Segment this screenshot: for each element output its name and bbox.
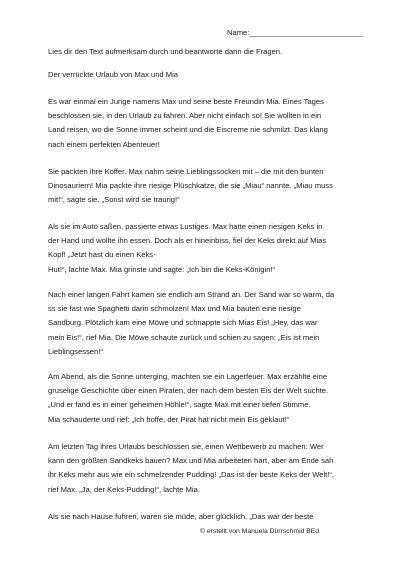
instructions-text: Lies dir den Text aufmerksam durch und beantworte dann die Fragen. [48,47,283,56]
text-line: Kopf! „Jetzt hast du einen Keks- [48,250,156,260]
text-line: Nach einer langen Fahrt kamen sie endlich am Strand an. Der Sand war so warm, da [48,290,335,299]
text-line: der Hand und wollte ihn essen. Doch als er hineinbiss, fiel der Keks direkt auf Mias [48,236,327,246]
paragraph-4 [48,288,360,359]
paragraph-5 [48,370,360,427]
text-line: ss sie fast wie Spaghetti darin schmolzen! Max und Mia bauten eine riesige [48,304,301,314]
text-line: Hut!“, lachte Max. Mia grinste und sagte: „Ich bin die Keks-Königin!“ [48,264,276,274]
text-line: Es war einmal ein Junge namens Max und seine beste Freundin Mia. Eines Tages [48,97,324,106]
text-line: nach einem perfekten Abenteuer! [48,139,160,149]
text-line: Als sie im Auto saßen, passierte etwas Lustiges. Max hatte einen riesigen Keks in [48,222,323,231]
text-line: „Und er fand es in einer geheimen Höhle!“, sagte Max mit einer tiefen Stimme. [48,400,311,410]
paragraph-6 [48,440,360,497]
paragraph-2 [48,165,360,208]
text-line: Lieblingsessen!“ [48,346,103,356]
text-line: beschlossen sie, in den Urlaub zu fahren. Aber nicht einfach so! Sie wollten in ein [48,111,322,121]
text-line: Sie packten ihre Koffer. Max nahm seine Lieblingssocken mit – die mit den bunten [48,167,324,176]
text-line: mein Eis!“, rief Mia. Die Möwe schaute zurück und schien zu sagen: „Eis ist mein [48,332,320,342]
name-field-line: Name:___________________________ [227,28,364,37]
text-line: Dinosauriern! Mia packte ihre riesige Plüschkatze, die sie „Miau“ nannte. „Miau muss [48,181,333,191]
text-line: Land reisen, wo die Sonne immer scheint und die Eiscreme nie schmilzt. Das klang [48,125,328,135]
text-line: ihr Keks mehr aus wie ein schmelzender Pudding! „Das ist der beste Keks der Welt!“, [48,470,335,480]
text-line: mit!“, sagte sie. „Sonst wird sie traurig!“ [48,195,180,205]
text-line: rief Max. „Ja, der Keks-Pudding!“, lachte Mia. [48,484,200,494]
text-line: kann den größten Sandkeks bauen? Max und Mia arbeiteten hart, aber am Ende sah [48,456,334,466]
text-line: Als sie nach Hause fuhren, waren sie müde, aber glücklich. „Das war der beste [48,512,314,521]
text-line: Sandburg. Plötzlich kam eine Möwe und schnappte sich Mias Eis! „Hey, das war [48,318,318,328]
copyright-footer: © erstellt von Manuela Dürrschmid BEd [200,528,320,535]
paragraph-7 [48,510,360,524]
story-title: Der verrückte Urlaub von Max und Mia [48,70,178,79]
paragraph-1 [48,95,360,152]
text-line: Mia schauderte und rief: „Ich hoffe, der Pirat hat nicht mein Eis geklaut!“ [48,414,290,424]
text-line: Am Abend, als die Sonne unterging, machten sie ein Lagerfeuer. Max erzählte eine [48,372,328,381]
paragraph-3 [48,220,360,277]
text-line: gruselige Geschichte über einen Piraten, der nach dem besten Eis der Welt suchte. [48,386,329,396]
text-line: Am letzten Tag ihres Urlaubs beschlossen sie, einen Wettbewerb zu machen: Wer [48,442,324,451]
